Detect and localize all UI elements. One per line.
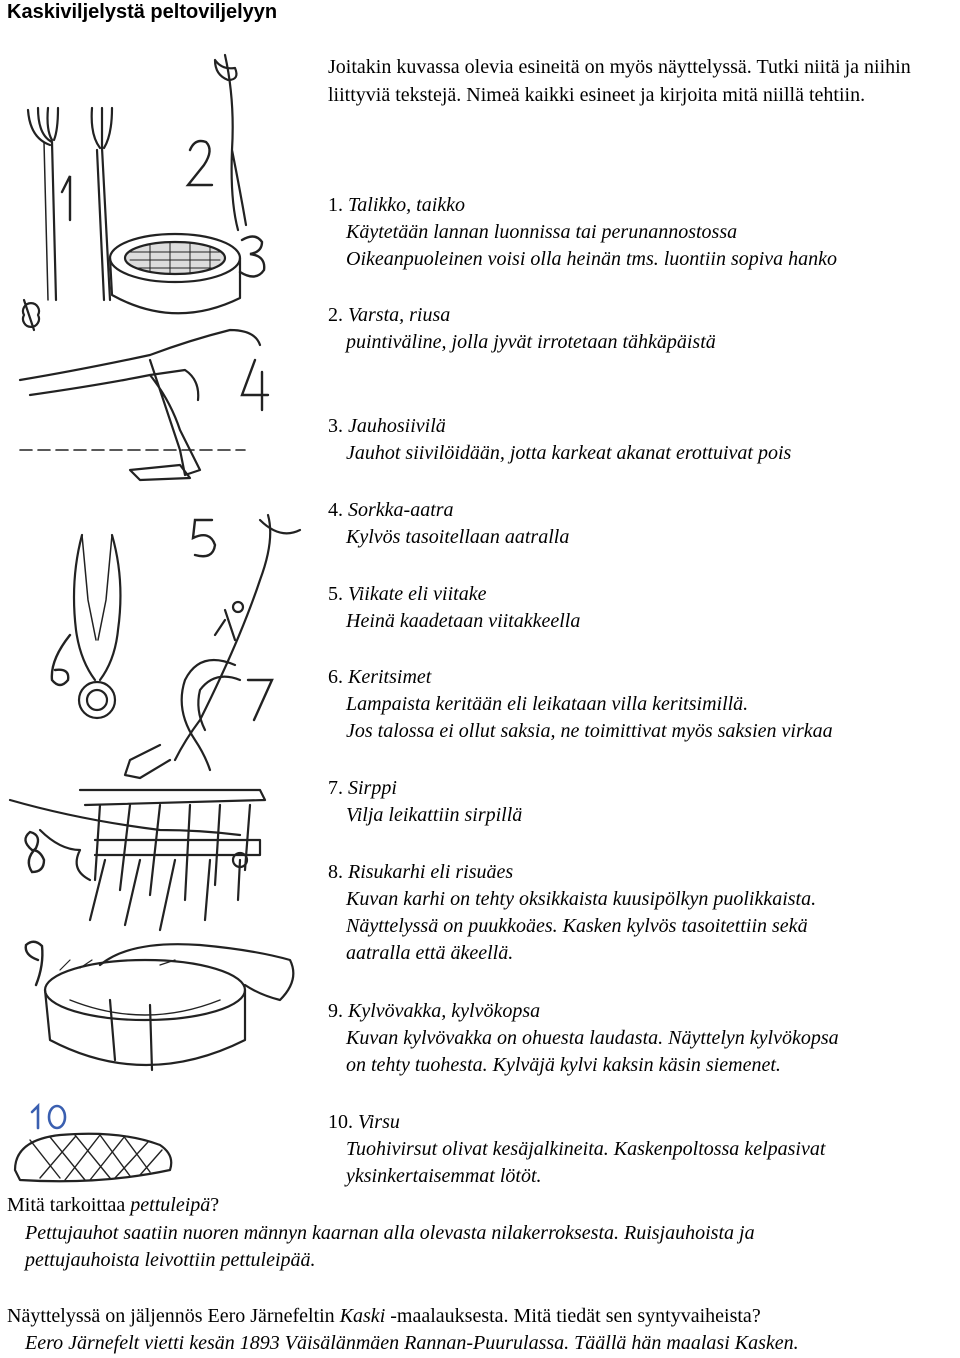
list-item: 8. Risukarhi eli risuäes Kuvan karhi on tehty oksikkaista kuusipölkyn puolikkaista. Näyttelyssä on puukkoäes. Kasken kylvös tasoitettiin sekä aatralla että äkeellä. [328,861,817,964]
list-item: 9. Kylvövakka, kylvökopsa Kuvan kylvövakka on ohuesta laudasta. Näyttelyn kylvökopsa on tehty tuohesta. Kylväjä kylvi kaksin käsin siemenet. [328,1000,839,1076]
page-title: Kaskiviljelystä peltoviljelyyn [7,1,278,23]
shears-icon [74,535,120,718]
list-item: 2. Varsta, riusa puintiväline, jolla jyvät irrotetaan tähkäpäistä [328,304,716,353]
pitchfork-icon [28,108,58,300]
bark-shoe-icon [15,1134,171,1182]
sickle-icon [125,660,240,778]
list-item: 7. Sirppi Vilja leikattiin sirpillä [328,777,523,826]
list-item: 10. Virsu Tuohivirsut olivat kesäjalkineita. Kaskenpoltossa kelpasivat yksinkertaisemmat lötöt. [328,1111,826,1187]
question-pettuleipa: Mitä tarkoittaa pettuleipä? [7,1194,220,1216]
tools-illustration [0,20,320,1210]
hayfork-icon [92,108,112,300]
list-item: 3. Jauhosiivilä Jauhot siivilöidään, jotta karkeat akanat erottuivat pois [328,415,792,464]
plough-icon [20,330,260,480]
intro-text: Joitakin kuvassa olevia esineitä on myös näyttelyssä. Tutki niitä ja niihin liittyviä tekstejä. Nimeä kaikki esineet ja kirjoita mitä niillä tehtiin. [328,56,911,106]
list-item: 6. Keritsimet Lampaista keritään eli leikataan villa keritsimillä. Jos talossa ei ollut saksia, ne toimittivat myös saksien virkaa [328,666,833,742]
seed-basket-icon [45,944,293,1070]
list-item: 1. Talikko, taikko Käytetään lannan luonnissa tai perunannostossa Oikeanpuoleinen voisi olla heinän tms. luontiin sopiva hanko [328,194,838,270]
answer-kaski: Eero Järnefelt vietti kesän 1893 Väisälänmäen Rannan-Puurulassa. Täällä hän maalasi Kasken. [25,1332,799,1354]
question-kaski: Näyttelyssä on jäljennös Eero Järnefeltin Kaski -maalauksesta. Mitä tiedät sen syntyvaiheista? [7,1305,761,1327]
sieve-icon [110,234,240,313]
harrow-icon [10,790,265,930]
answer-pettuleipa: Pettujauhot saatiin nuoren männyn kaarnan alla olevasta nilakerroksesta. Ruisjauhoista ja pettujauhoista leivottiin pettuleipää. [25,1222,755,1271]
list-item: 5. Viikate eli viitake Heinä kaadetaan viitakkeella [328,583,581,632]
scythe-icon [175,515,300,760]
list-item: 4. Sorkka-aatra Kylvös tasoitellaan aatralla [328,499,570,548]
